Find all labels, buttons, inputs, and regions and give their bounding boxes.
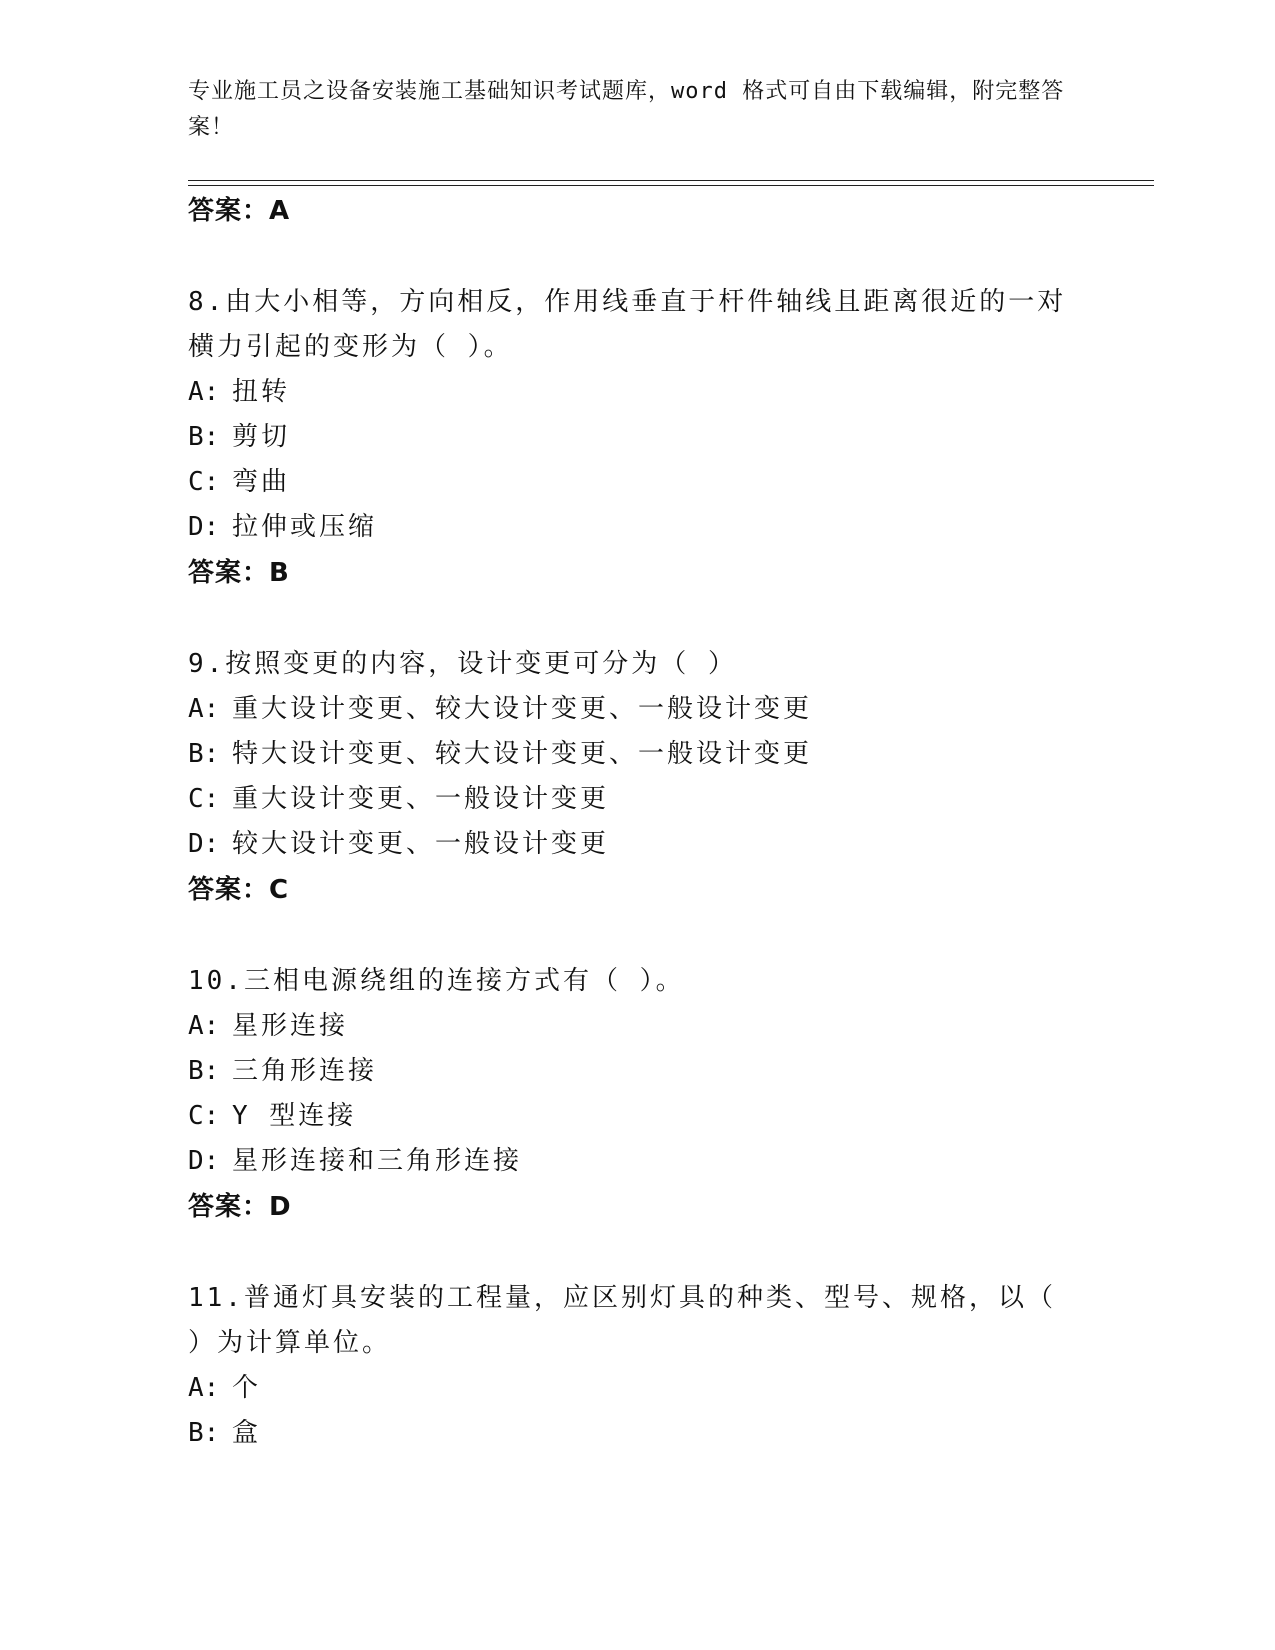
answer-value: A xyxy=(269,196,291,226)
option-text: 个 xyxy=(232,1373,262,1403)
option-key: B: xyxy=(188,422,220,452)
option-a xyxy=(188,1366,1088,1411)
option-text: 星形连接 xyxy=(232,1011,349,1041)
block-spacer xyxy=(188,234,1088,280)
option-key: A: xyxy=(188,1373,220,1403)
option-text: 弯曲 xyxy=(232,467,291,497)
option-b xyxy=(188,1049,1088,1094)
option-key: C: xyxy=(188,467,220,497)
option-c xyxy=(188,777,1088,822)
answer-value: C xyxy=(269,875,290,905)
header-divider-bottom xyxy=(188,185,1154,186)
answer-line xyxy=(188,550,1088,596)
answer-prefix: 答案： xyxy=(188,196,270,226)
question-block xyxy=(188,280,1088,596)
option-key: A: xyxy=(188,377,220,407)
answer-value: B xyxy=(269,558,290,588)
option-key: B: xyxy=(188,1418,220,1448)
question-block xyxy=(188,959,1088,1230)
question-text: 9.按照变更的内容，设计变更可分为（ ） xyxy=(188,649,737,679)
option-d xyxy=(188,1139,1088,1184)
option-key: C: xyxy=(188,784,220,814)
option-text: 拉伸或压缩 xyxy=(232,512,378,542)
option-text: 重大设计变更、一般设计变更 xyxy=(232,784,610,814)
answer-line xyxy=(188,1184,1088,1230)
header-divider-top xyxy=(188,180,1154,181)
answer-line xyxy=(188,867,1088,913)
option-d xyxy=(188,505,1088,550)
answer-prefix: 答案： xyxy=(188,1192,270,1222)
answer-value: D xyxy=(269,1192,292,1222)
option-text: Y 型连接 xyxy=(232,1101,357,1131)
question-list xyxy=(188,188,1088,1456)
block-spacer xyxy=(188,1230,1088,1276)
option-key: A: xyxy=(188,694,220,724)
option-text: 扭转 xyxy=(232,377,291,407)
option-text: 盒 xyxy=(232,1418,262,1448)
answer-prefix: 答案： xyxy=(188,558,270,588)
option-a xyxy=(188,687,1088,732)
answer-prefix: 答案： xyxy=(188,875,270,905)
option-c xyxy=(188,1094,1088,1139)
option-key: A: xyxy=(188,1011,220,1041)
document-header-note: 专业施工员之设备安装施工基础知识考试题库，word 格式可自由下载编辑，附完整答案！ xyxy=(188,79,1065,140)
option-key: C: xyxy=(188,1101,220,1131)
question-block xyxy=(188,1276,1088,1456)
option-b xyxy=(188,1411,1088,1456)
option-text: 重大设计变更、较大设计变更、一般设计变更 xyxy=(232,694,813,724)
option-a xyxy=(188,370,1088,415)
option-key: B: xyxy=(188,739,220,769)
option-b xyxy=(188,732,1088,777)
question-text: 11.普通灯具安装的工程量，应区别灯具的种类、型号、规格，以（ ）为计算单位。 xyxy=(188,1283,1056,1358)
option-key: B: xyxy=(188,1056,220,1086)
option-key: D: xyxy=(188,1146,220,1176)
block-spacer xyxy=(188,596,1088,642)
option-a xyxy=(188,1004,1088,1049)
option-text: 剪切 xyxy=(232,422,291,452)
answer-line xyxy=(188,188,1088,234)
question-text: 10.三相电源绕组的连接方式有（ ）。 xyxy=(188,966,685,996)
question-text: 8.由大小相等，方向相反，作用线垂直于杆件轴线且距离很近的一对横力引起的变形为（ ）。 xyxy=(188,287,1067,362)
option-key: D: xyxy=(188,512,220,542)
option-text: 特大设计变更、较大设计变更、一般设计变更 xyxy=(232,739,813,769)
option-text: 三角形连接 xyxy=(232,1056,378,1086)
option-key: D: xyxy=(188,829,220,859)
option-c xyxy=(188,460,1088,505)
option-text: 较大设计变更、一般设计变更 xyxy=(232,829,610,859)
block-spacer xyxy=(188,913,1088,959)
option-text: 星形连接和三角形连接 xyxy=(232,1146,523,1176)
option-d xyxy=(188,822,1088,867)
option-b xyxy=(188,415,1088,460)
question-block xyxy=(188,642,1088,913)
